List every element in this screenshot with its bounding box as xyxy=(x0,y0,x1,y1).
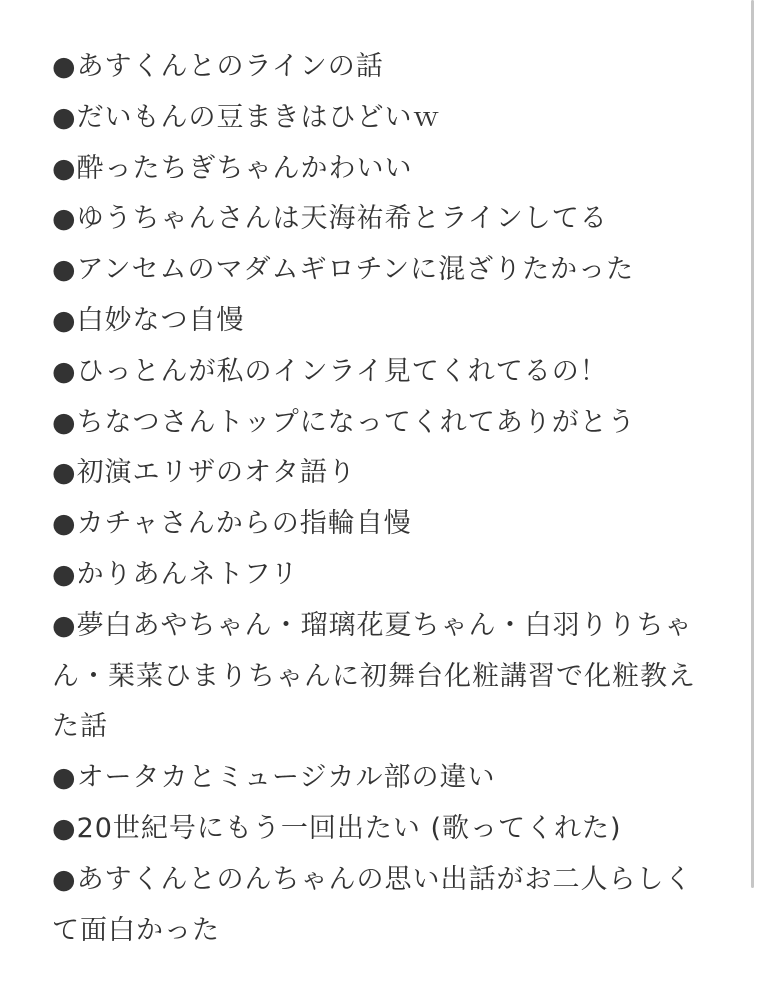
list-item xyxy=(52,194,712,245)
list-item xyxy=(52,42,712,93)
list-item xyxy=(52,347,712,398)
bullet-icon: ● xyxy=(52,558,77,590)
bullet-icon: ● xyxy=(52,812,77,844)
bullet-icon: ● xyxy=(52,304,77,336)
list-item xyxy=(52,499,712,550)
list-item-text: あすくんとのんちゃんの思い出話がお二人らしくて面白かった xyxy=(52,863,693,946)
bullet-icon: ● xyxy=(52,152,77,184)
list-item-text: アンセムのマダムギロチンに混ざりたかった xyxy=(76,254,635,286)
list-item-text: 20世紀号にもう一回出たい (歌ってくれた) xyxy=(76,812,622,844)
bullet-icon: ● xyxy=(52,51,77,82)
list-item xyxy=(52,753,712,804)
list-item xyxy=(52,398,712,449)
list-item-text: ゆうちゃんさんは天海祐希とラインしてる xyxy=(76,203,608,235)
memo-list xyxy=(52,42,712,956)
list-item-text: 初演エリザのオタ語り xyxy=(76,457,357,489)
list-item-text: だいもんの豆まきはひどいｗ xyxy=(76,101,441,133)
bullet-icon: ● xyxy=(52,508,77,540)
list-item-text: ちなつさんトップになってくれてありがとう xyxy=(76,406,636,438)
list-item xyxy=(52,93,712,144)
list-item-text: かりあんネトフリ xyxy=(76,558,299,590)
bullet-icon: ● xyxy=(52,406,77,438)
list-item xyxy=(52,245,712,296)
bullet-icon: ● xyxy=(52,203,77,235)
bullet-icon: ● xyxy=(52,609,77,641)
list-item-text: 酔ったちぎちゃんかわいい xyxy=(76,152,413,184)
vertical-scrollbar[interactable] xyxy=(751,0,754,888)
list-item-text: カチャさんからの指輪自慢 xyxy=(76,508,412,540)
bullet-icon: ● xyxy=(52,355,77,387)
bullet-icon: ● xyxy=(52,762,77,794)
list-item xyxy=(52,601,712,753)
list-item-text: オータカとミュージカル部の違い xyxy=(76,762,496,794)
list-item-text: 白妙なつ自慢 xyxy=(76,304,245,336)
bullet-icon: ● xyxy=(52,101,77,133)
list-item xyxy=(52,855,712,957)
list-item xyxy=(52,550,712,601)
bullet-icon: ● xyxy=(52,863,77,895)
list-item xyxy=(52,448,712,499)
list-item-text: あすくんとのラインの話 xyxy=(76,51,384,82)
bullet-icon: ● xyxy=(52,457,77,489)
bullet-icon: ● xyxy=(52,254,77,286)
list-item-text: 夢白あやちゃん・瑠璃花夏ちゃん・白羽りりちゃん・琹菜ひまりちゃんに初舞台化粧講習で化粧教えた話 xyxy=(52,609,696,743)
list-item xyxy=(52,296,712,347)
list-item-text: ひっとんが私のインライ見てくれてるの！ xyxy=(76,355,608,387)
list-item xyxy=(52,144,712,195)
list-item xyxy=(52,804,712,855)
